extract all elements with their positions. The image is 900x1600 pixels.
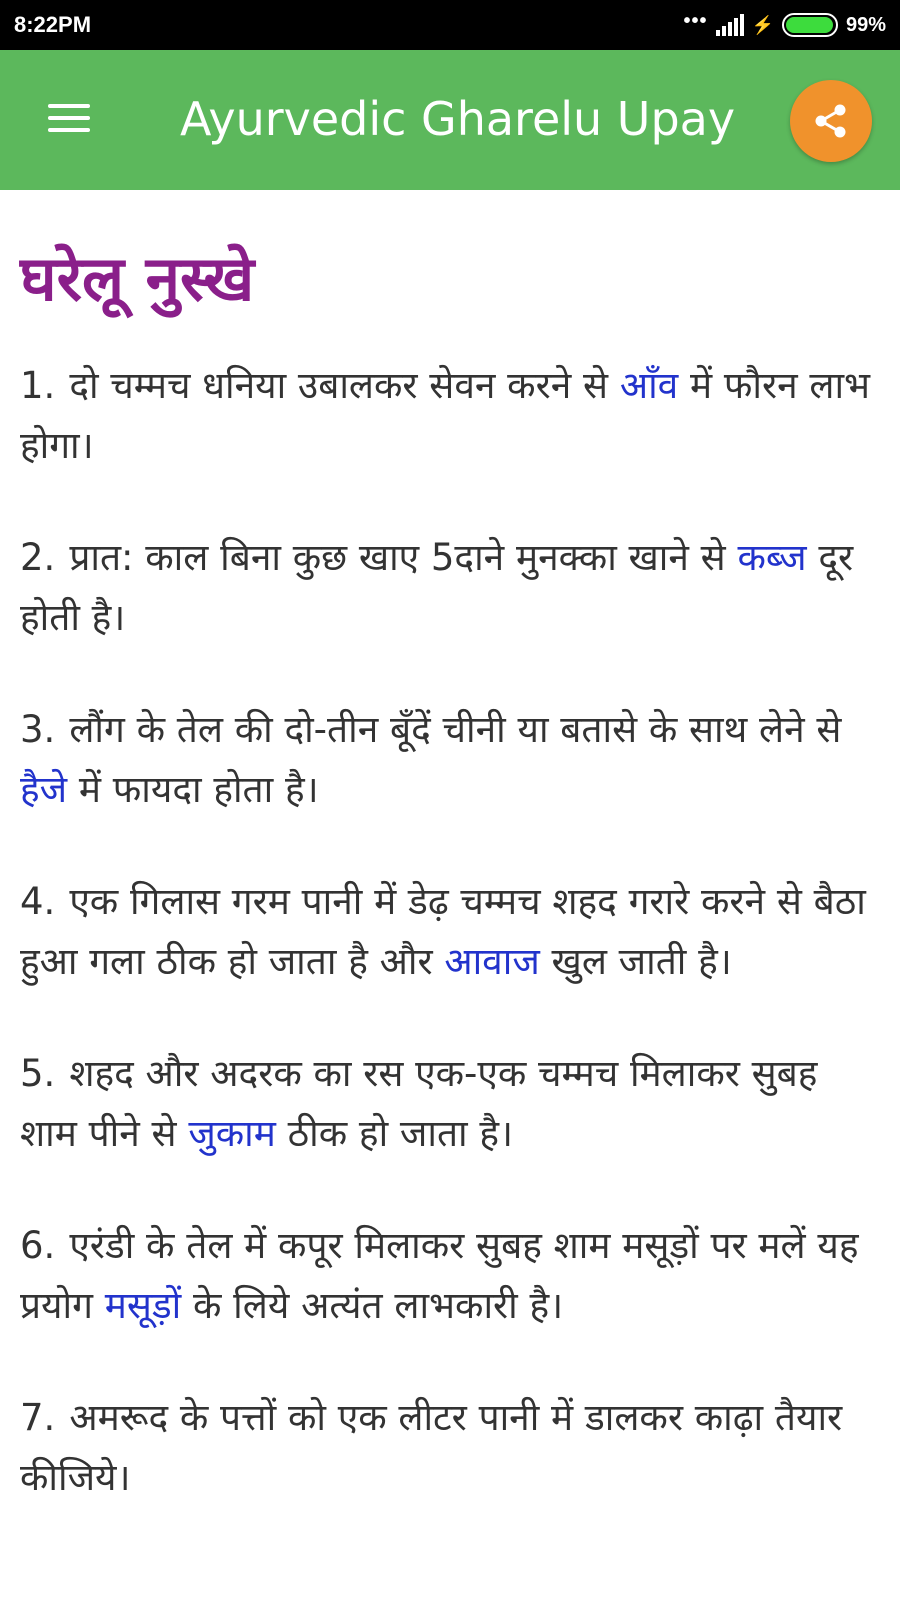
tip-number: 5. xyxy=(20,1052,56,1095)
tip-text: शहद और अदरक का रस एक-एक चम्मच मिलाकर सुबह शाम पीने से xyxy=(20,1052,818,1155)
tip-number: 4. xyxy=(20,880,56,923)
tip-link[interactable]: जुकाम xyxy=(188,1112,276,1155)
battery-icon xyxy=(782,13,838,37)
tips-list xyxy=(20,356,880,1508)
status-icons xyxy=(684,10,886,40)
tip-item xyxy=(20,700,880,820)
app-title: Ayurvedic Gharelu Upay xyxy=(180,92,736,146)
tip-link[interactable]: मसूड़ों xyxy=(104,1284,182,1327)
tip-text: एरंडी के तेल में कपूर मिलाकर सुबह शाम मसूड़ों पर मलें यह प्रयोग xyxy=(20,1224,859,1327)
share-icon xyxy=(811,101,851,141)
tip-item xyxy=(20,528,880,648)
tip-item xyxy=(20,356,880,476)
tip-text: अमरूद के पत्तों को एक लीटर पानी में डालकर काढ़ा तैयार कीजिये। xyxy=(20,1396,843,1499)
notification-dots-icon: ••• xyxy=(683,9,708,32)
battery-percent: 99% xyxy=(845,13,886,36)
tip-item xyxy=(20,1044,880,1164)
status-time: 8:22PM xyxy=(14,12,92,37)
tip-number: 6. xyxy=(20,1224,56,1267)
tip-link[interactable]: आवाज xyxy=(444,940,540,983)
app-bar xyxy=(0,50,900,190)
tip-text: लौंग के तेल की दो-तीन बूँदें चीनी या बतासे के साथ लेने से xyxy=(69,708,842,751)
tip-item xyxy=(20,872,880,992)
tip-text-after: दूर होती है। xyxy=(20,536,854,639)
tip-number: 3. xyxy=(20,708,56,751)
tip-text-after: ठीक हो जाता है। xyxy=(275,1112,514,1155)
tip-text: प्रात: काल बिना कुछ खाए 5दाने मुनक्का खाने से xyxy=(69,536,738,579)
battery-level-fill xyxy=(786,17,833,33)
tip-item xyxy=(20,1388,880,1508)
tip-link[interactable]: आँव xyxy=(619,364,679,407)
content xyxy=(20,242,880,1560)
tip-text-after: में फौरन लाभ होगा। xyxy=(20,364,871,467)
tip-text-after: के लिये अत्यंत लाभकारी है। xyxy=(181,1284,564,1327)
status-bar xyxy=(0,0,900,50)
tip-number: 2. xyxy=(20,536,56,579)
hamburger-menu-icon[interactable] xyxy=(44,98,94,138)
tip-text-after: में फायदा होता है। xyxy=(67,768,319,811)
tip-link[interactable]: हैजे xyxy=(20,768,68,811)
signal-strength-icon xyxy=(716,14,744,36)
page-heading: घरेलू नुस्खे xyxy=(20,242,255,315)
tip-number: 7. xyxy=(20,1396,56,1439)
charging-bolt-icon: ⚡ xyxy=(751,14,774,35)
tip-number: 1. xyxy=(20,364,56,407)
tip-text-after: खुल जाती है। xyxy=(539,940,732,983)
tip-link[interactable]: कब्ज xyxy=(737,536,807,579)
tip-text: एक गिलास गरम पानी में डेढ़ चम्मच शहद गरारे करने से बैठा हुआ गला ठीक हो जाता है और xyxy=(20,880,866,983)
tip-item xyxy=(20,1216,880,1336)
share-button[interactable] xyxy=(790,80,872,162)
tip-text: दो चम्मच धनिया उबालकर सेवन करने से xyxy=(69,364,620,407)
